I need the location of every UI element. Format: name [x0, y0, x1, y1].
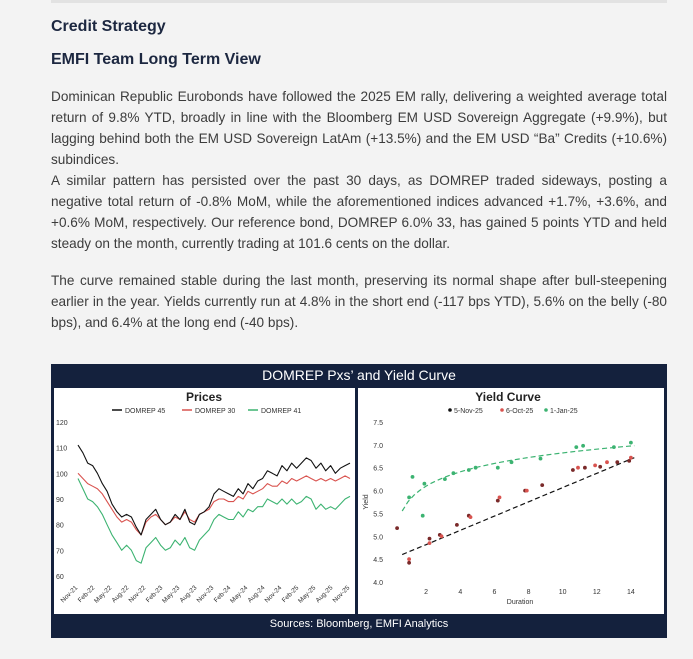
prices-chart-panel	[54, 388, 355, 614]
point-6-Oct-25	[576, 466, 580, 470]
point-5-Nov-25	[395, 526, 399, 530]
prices-x-tick: May-22	[93, 584, 114, 605]
point-1-Jan-25	[407, 496, 411, 500]
prices-x-tick: Nov-22	[127, 584, 148, 605]
yield-y-tick: 4.0	[373, 580, 383, 587]
prices-x-tick: Nov-25	[331, 584, 352, 605]
prices-x-tick: Aug-24	[246, 584, 267, 605]
figure-source: Sources: Bloomberg, EMFI Analytics	[269, 618, 449, 630]
point-5-Nov-25	[615, 460, 619, 464]
yield-y-label: Yield	[363, 494, 370, 510]
yield-x-tick: 8	[526, 589, 531, 596]
legend-label-2: 1-Jan-25	[550, 408, 578, 415]
point-1-Jan-25	[443, 477, 447, 481]
section-title: Credit Strategy	[51, 18, 166, 35]
paragraph-returns: Dominican Republic Eurobonds have followed the 2025 EM rally, delivering a weighted average total return of 9.8% YTD, broadly in line with the Bloomberg EM USD Sovereign Aggregate (+9.9%), but lagging behind both the EM USD Sovereign LatAm (+13.5%) and the EM USD “Ba” Credits (+10.6%) subindices.	[51, 89, 667, 167]
series-line-domrep-30	[78, 473, 350, 535]
yield-y-tick: 5.0	[373, 534, 383, 542]
prices-x-tick: May-24	[229, 584, 250, 605]
yield-title: Yield Curve	[475, 390, 541, 404]
figure-panel	[51, 364, 667, 638]
prices-y-tick: 120	[56, 420, 68, 427]
point-1-Jan-25	[581, 444, 585, 448]
point-5-Nov-25	[407, 561, 411, 565]
prices-x-tick: May-23	[161, 584, 182, 605]
prices-x-tick: Feb-23	[144, 584, 165, 604]
prices-x-tick: Aug-23	[178, 584, 199, 605]
point-1-Jan-25	[539, 457, 543, 461]
trendline-5-Nov-25	[402, 458, 634, 555]
point-6-Oct-25	[525, 489, 529, 493]
point-1-Jan-25	[510, 460, 514, 464]
point-1-Jan-25	[421, 514, 425, 518]
legend-label-2: DOMREP 41	[261, 408, 302, 415]
point-5-Nov-25	[455, 523, 459, 527]
prices-x-tick: Nov-23	[195, 584, 216, 605]
prices-x-tick: Feb-25	[280, 584, 301, 604]
point-1-Jan-25	[452, 471, 456, 475]
prices-y-tick: 80	[56, 522, 64, 530]
prices-title: Prices	[185, 390, 223, 404]
prices-x-tick: Aug-22	[110, 584, 131, 605]
point-1-Jan-25	[574, 445, 578, 449]
point-1-Jan-25	[629, 441, 633, 445]
legend-marker-2	[544, 408, 548, 412]
legend-label-1: DOMREP 30	[195, 408, 236, 415]
series-line-domrep-41	[78, 479, 350, 564]
yield-x-tick: 4	[458, 589, 463, 596]
yield-curve-chart	[358, 388, 664, 614]
prices-x-tick: May-25	[297, 584, 318, 605]
point-6-Oct-25	[629, 456, 633, 460]
point-1-Jan-25	[467, 468, 471, 472]
prices-y-tick: 100	[56, 471, 68, 479]
yield-y-tick: 7.0	[373, 442, 383, 450]
point-6-Oct-25	[498, 496, 502, 500]
legend-label-0: DOMREP 45	[125, 408, 166, 415]
point-5-Nov-25	[627, 459, 631, 463]
point-1-Jan-25	[423, 482, 427, 486]
yield-chart-panel	[358, 388, 664, 614]
legend-label-0: 5-Nov-25	[454, 408, 483, 415]
yield-x-tick: 2	[424, 589, 429, 596]
point-5-Nov-25	[540, 483, 544, 487]
point-6-Oct-25	[469, 515, 473, 519]
prices-y-tick: 110	[56, 445, 68, 453]
yield-y-tick: 6.5	[373, 465, 383, 473]
figure-title: DOMREP Pxs’ and Yield Curve	[262, 367, 456, 383]
prices-x-tick: Nov-24	[263, 584, 284, 605]
prices-x-tick: Aug-25	[314, 584, 335, 605]
point-1-Jan-25	[474, 466, 478, 470]
yield-x-tick: 6	[492, 589, 497, 596]
prices-y-tick: 90	[56, 497, 64, 504]
point-5-Nov-25	[598, 465, 602, 469]
page-subtitle: EMFI Team Long Term View	[51, 51, 261, 68]
legend-label-1: 6-Oct-25	[506, 408, 534, 415]
prices-y-tick: 60	[56, 574, 64, 581]
legend-marker-0	[448, 408, 452, 412]
paragraph-monthly: A similar pattern has persisted over the past 30 days, as DOMREP traded sideways, posting a negative total return of -0.8% MoM, while the aforementioned indices advanced +1.7%, +3.6%, and +0.6% MoM, respectively. Our reference bond, DOMREP 6.0% 33, has gained 5 points YTD and held steady on the month, currently trading at 101.6 cents on the dollar.	[51, 173, 667, 251]
prices-x-tick: Feb-22	[76, 584, 97, 604]
legend-marker-1	[500, 408, 504, 412]
prices-x-tick: Nov-21	[59, 584, 80, 605]
point-1-Jan-25	[612, 445, 616, 449]
point-5-Nov-25	[583, 466, 587, 470]
point-1-Jan-25	[496, 466, 500, 470]
yield-x-tick: 10	[558, 589, 567, 596]
yield-y-tick: 4.5	[373, 557, 383, 565]
point-6-Oct-25	[428, 541, 432, 545]
yield-y-tick: 7.5	[373, 420, 383, 427]
yield-x-tick: 14	[627, 589, 635, 596]
point-5-Nov-25	[496, 499, 500, 503]
paragraph-curve: The curve remained stable during the last month, preserving its normal shape after bull-steepening earlier in the year. Yields currently run at 4.8% in the short end (-117 bps YTD), 5.6% on the belly (-80 bps), and 6.4% at the long end (-40 bps).	[51, 273, 667, 330]
prices-x-tick: Feb-24	[212, 584, 233, 604]
prices-y-tick: 70	[56, 548, 64, 556]
prices-chart	[54, 388, 355, 614]
series-line-domrep-45	[78, 445, 350, 535]
trendline-1-Jan-25	[402, 446, 634, 511]
yield-x-tick: 12	[592, 589, 601, 596]
yield-y-tick: 6.0	[373, 488, 383, 496]
point-6-Oct-25	[593, 464, 597, 468]
top-divider	[51, 0, 667, 3]
point-5-Nov-25	[428, 537, 432, 541]
yield-x-label: Duration	[506, 599, 534, 606]
yield-y-tick: 5.5	[373, 511, 383, 519]
point-1-Jan-25	[411, 475, 415, 479]
point-6-Oct-25	[407, 557, 411, 561]
point-5-Nov-25	[571, 468, 575, 472]
point-6-Oct-25	[440, 534, 444, 538]
point-6-Oct-25	[605, 460, 609, 464]
